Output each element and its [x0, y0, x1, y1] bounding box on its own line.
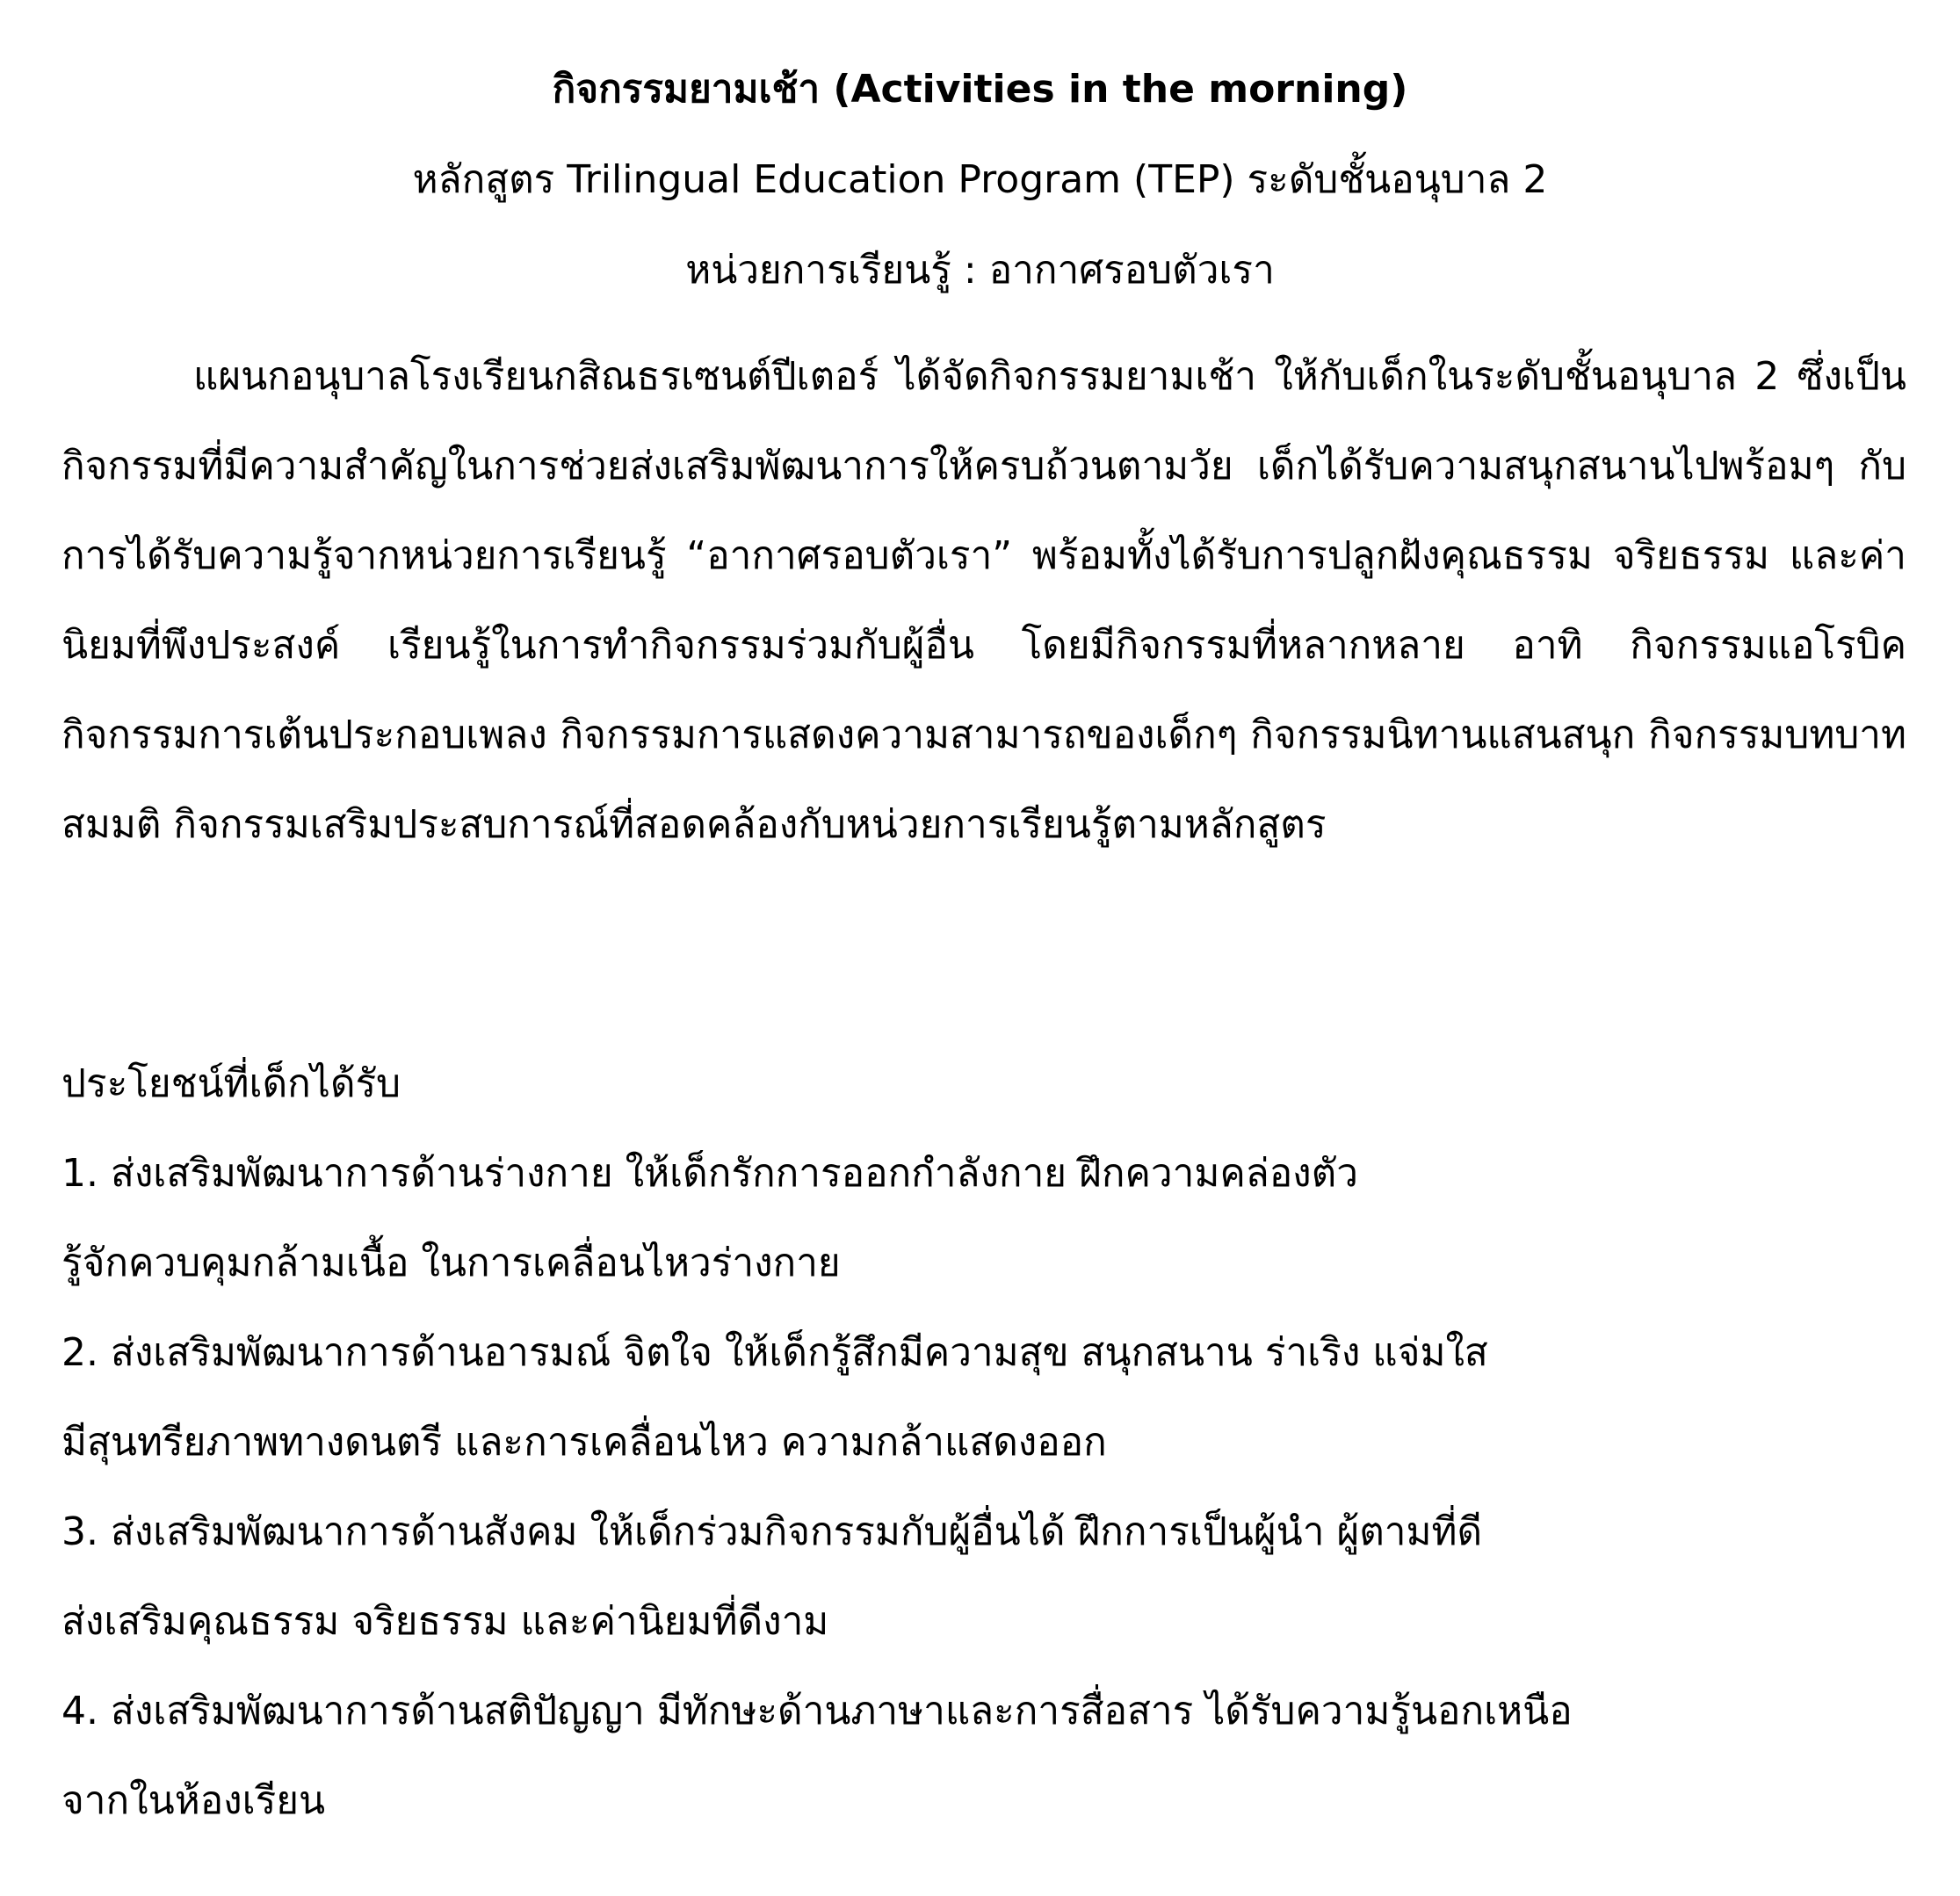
benefit-item: [61, 1487, 1906, 1667]
benefits-section: [61, 1039, 1906, 1846]
benefit-item: [61, 1308, 1906, 1487]
body-paragraph: แผนกอนุบาลโรงเรียนกสิณธรเซนต์ปีเตอร์ ได้จัดกิจกรรมยามเช้า ให้กับเด็กในระดับชั้นอนุบาล 2 ซึ่งเป็นกิจกรรมที่มีความสำคัญในการช่วยส่งเสริมพัฒนาการให้ครบถ้วนตามวัย เด็กได้รับความสนุกสนานไปพร้อมๆ กับการได้รับความรู้จากหน่วยการเรียนรู้ “อากาศรอบตัวเรา” พร้อมทั้งได้รับการปลูกฝังคุณธรรม จริยธรรม และค่านิยมที่พึงประสงค์ เรียนรู้ในการทำกิจกรรมร่วมกับผู้อื่น โดยมีกิจกรรมที่หลากหลาย อาทิ กิจกรรมแอโรบิค กิจกรรมการเต้นประกอบเพลง กิจกรรมการแสดงความสามารถของเด็กๆ กิจกรรมนิทานแสนสนุก กิจกรรมบทบาทสมมติ กิจกรรมเสริมประสบการณ์ที่สอดคล้องกับหน่วยการเรียนรู้ตามหลักสูตร: [61, 354, 1906, 847]
benefit-item: [61, 1667, 1906, 1846]
benefit-line: 3. ส่งเสริมพัฒนาการด้านสังคม ให้เด็กร่วมกิจกรรมกับผู้อื่นได้ ฝึกการเป็นผู้นำ ผู้ตามที่ดี: [61, 1509, 1483, 1554]
learning-unit: หน่วยการเรียนรู้ : อากาศรอบตัวเรา: [685, 248, 1275, 293]
benefit-line: จากในห้องเรียน: [61, 1778, 326, 1823]
benefit-line: มีสุนทรียภาพทางดนตรี และการเคลื่อนไหว ความกล้าแสดงออก: [61, 1420, 1107, 1465]
document-title: กิจกรรมยามเช้า (Activities in the morning): [552, 67, 1408, 112]
benefit-item: [61, 1129, 1906, 1308]
benefit-line: รู้จักควบคุมกล้ามเนื้อ ในการเคลื่อนไหวร่างกาย: [61, 1241, 841, 1285]
benefit-line: 2. ส่งเสริมพัฒนาการด้านอารมณ์ จิตใจ ให้เด็กรู้สึกมีความสุข สนุกสนาน ร่าเริง แจ่มใส: [61, 1330, 1488, 1375]
benefit-line: ส่งเสริมคุณธรรม จริยธรรม และค่านิยมที่ดีงาม: [61, 1599, 829, 1644]
benefits-heading: ประโยชน์ที่เด็กได้รับ: [61, 1061, 401, 1106]
benefit-line: 1. ส่งเสริมพัฒนาการด้านร่างกาย ให้เด็กรักการออกกำลังกาย ฝึกความคล่องตัว: [61, 1151, 1358, 1196]
benefit-line: 4. ส่งเสริมพัฒนาการด้านสติปัญญา มีทักษะด้านภาษาและการสื่อสาร ได้รับความรู้นอกเหนือ: [61, 1689, 1573, 1733]
program-subtitle: หลักสูตร Trilingual Education Program (TEP) ระดับชั้นอนุบาล 2: [412, 157, 1548, 202]
